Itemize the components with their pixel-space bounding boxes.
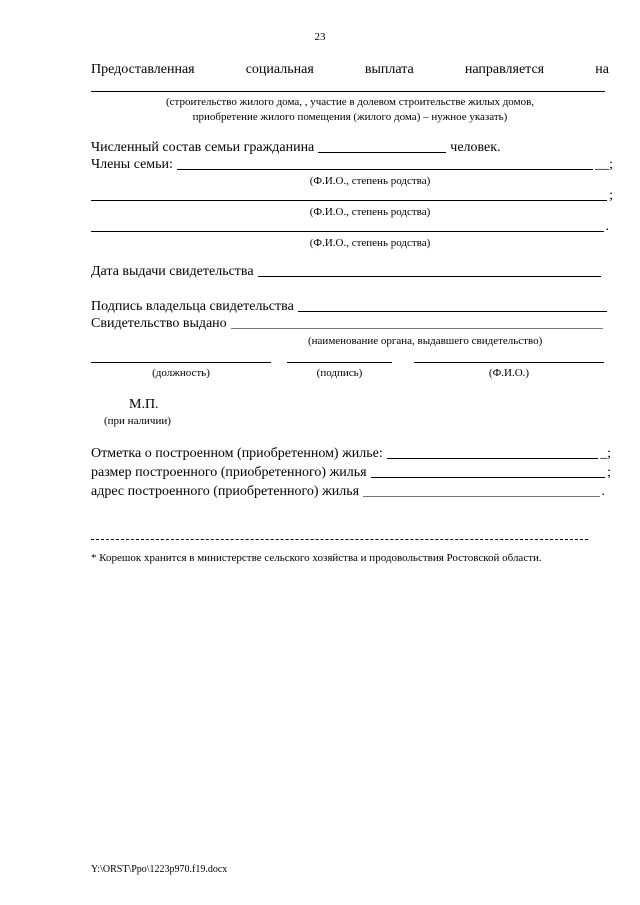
housing-mark-label: Отметка о построенном (приобретенном) жилье: <box>91 446 383 461</box>
family-member-field[interactable] <box>91 230 604 232</box>
issued-by-row <box>91 316 605 332</box>
housing-address-field[interactable] <box>363 495 599 497</box>
position-line[interactable] <box>91 362 271 363</box>
housing-mark-field[interactable] <box>387 457 598 459</box>
footnote-separator <box>91 539 588 540</box>
family-member-row-1 <box>91 157 613 173</box>
issue-date-field[interactable] <box>258 275 601 277</box>
stamp-label: М.П. <box>129 397 159 412</box>
family-member-row-3 <box>91 219 609 235</box>
family-members-label: Члены семьи: <box>91 157 173 172</box>
family-member-field[interactable] <box>177 168 593 170</box>
housing-mark-end: _; <box>600 446 611 461</box>
owner-signature-label: Подпись владельца свидетельства <box>91 299 294 314</box>
fio-line[interactable] <box>414 362 604 363</box>
housing-size-row <box>91 465 611 481</box>
family-member-row-2 <box>91 188 613 204</box>
family-count-row <box>91 140 521 156</box>
family-count-label: Численный состав семьи гражданина <box>91 140 315 155</box>
owner-signature-row <box>91 299 609 315</box>
payment-word: выплата <box>364 62 414 77</box>
family-member-hint: (Ф.И.О., степень родства) <box>309 237 431 249</box>
issued-by-field[interactable] <box>231 327 603 329</box>
family-count-unit: человек. <box>450 140 501 155</box>
payment-word: Предоставленная <box>91 62 195 77</box>
payment-hint-line1: (строительство жилого дома, , участие в долевом строительстве жилых домов, <box>165 96 535 108</box>
position-hint: (должность) <box>152 367 210 379</box>
page-number: 23 <box>314 31 326 43</box>
issue-date-row <box>91 264 603 280</box>
issued-by-hint: (наименование органа, выдавшего свидетельство) <box>308 335 543 347</box>
stamp-hint: (при наличии) <box>104 415 171 427</box>
issue-date-label: Дата выдачи свидетельства <box>91 264 254 279</box>
housing-size-end: ; <box>607 465 611 480</box>
family-member-field[interactable] <box>91 199 607 201</box>
owner-signature-field[interactable] <box>298 310 607 312</box>
family-member-end: __; <box>595 157 613 172</box>
payment-direction-line[interactable] <box>91 91 605 92</box>
footnote: * Корешок хранится в министерстве сельского хозяйства и продовольствия Ростовской области. <box>91 552 542 564</box>
family-member-hint: (Ф.И.О., степень родства) <box>309 175 431 187</box>
housing-size-label: размер построенного (приобретенного) жилья <box>91 465 367 480</box>
family-member-end: ; <box>609 188 613 203</box>
payment-word: социальная <box>245 62 314 77</box>
family-member-hint: (Ф.И.О., степень родства) <box>309 206 431 218</box>
housing-address-row <box>91 484 605 500</box>
issued-by-label: Свидетельство выдано <box>91 316 227 331</box>
housing-size-field[interactable] <box>371 476 606 478</box>
signature-line[interactable] <box>287 362 392 363</box>
payment-word: направляется <box>464 62 545 77</box>
file-path: Y:\ORST\Ppo\1223p970.f19.docx <box>91 864 228 875</box>
signature-hint: (подпись) <box>316 367 363 379</box>
family-count-field[interactable] <box>318 151 446 153</box>
payment-sentence <box>91 62 609 78</box>
fio-hint: (Ф.И.О.) <box>488 367 530 379</box>
family-member-end: . <box>605 219 609 234</box>
payment-word: на <box>595 62 609 77</box>
housing-mark-row <box>91 446 611 462</box>
payment-hint-line2: приобретение жилого помещения (жилого дома) – нужное указать) <box>192 111 508 123</box>
housing-address-end: . <box>601 484 605 499</box>
housing-address-label: адрес построенного (приобретенного) жилья <box>91 484 360 499</box>
